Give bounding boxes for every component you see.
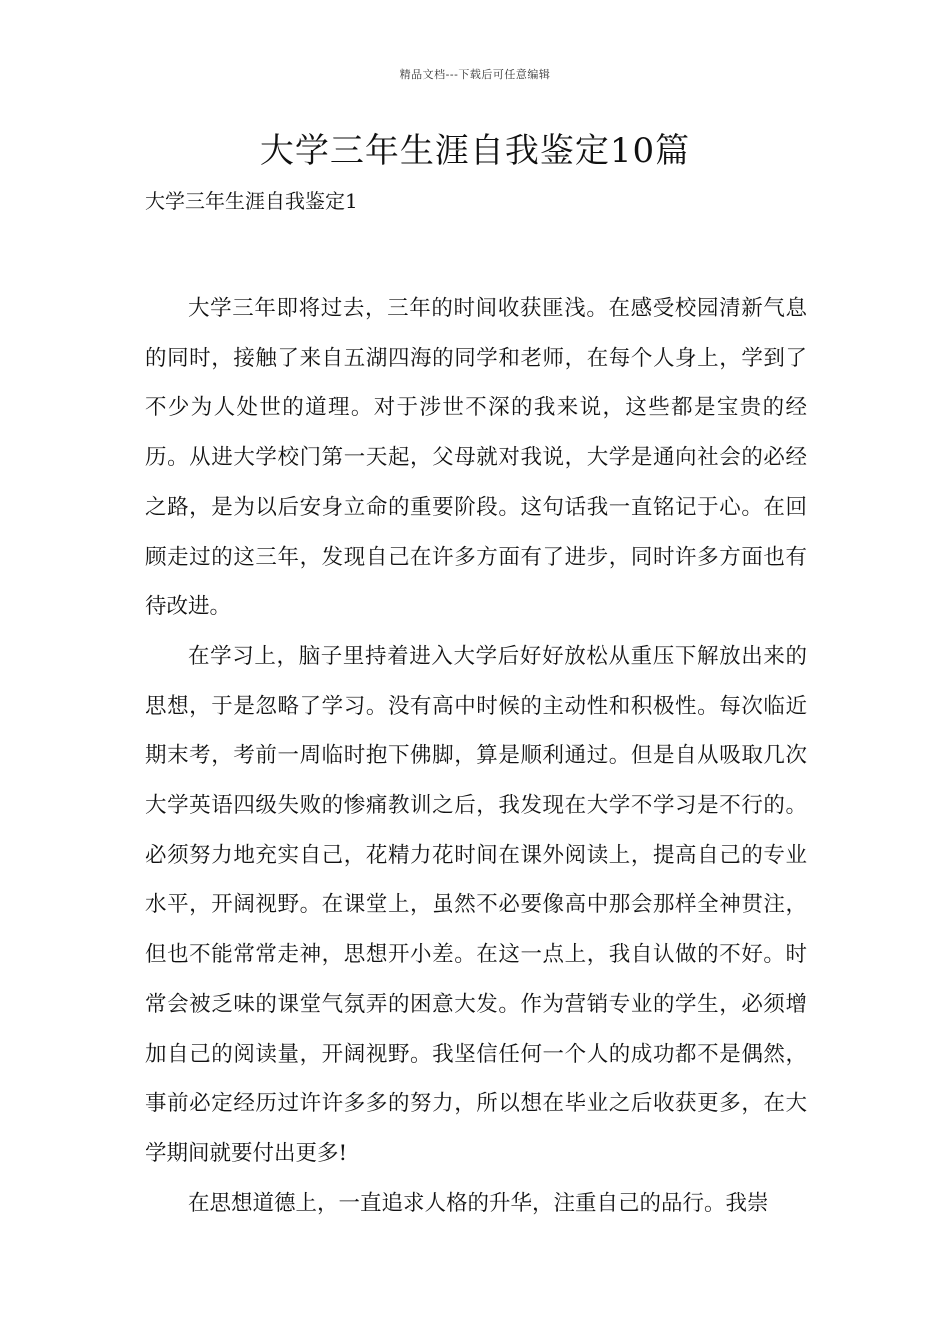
- header-note: 精品文档---下载后可任意编辑: [399, 68, 551, 81]
- paragraph-2: 在学习上，脑子里持着进入大学后好好放松从重压下解放出来的思想，于是忽略了学习。没有高中时候的主动性和积极性。每次临近期末考，考前一周临时抱下佛脚，算是顺利通过。但是自从吸取几次大学英语四级失败的惨痛教训之后，我发现在大学不学习是不行的。必须努力地充实自己，花精力花时间在课外阅读上，提高自己的专业水平，开阔视野。在课堂上，虽然不必要像高中那会那样全神贯注，但也不能常常走神，思想开小差。在这一点上，我自认做的不好。时常会被乏味的课堂气氛弄的困意大发。作为营销专业的学生，必须增加自己的阅读量，开阔视野。我坚信任何一个人的成功都不是偶然，事前必定经历过许许多多的努力，所以想在毕业之后收获更多，在大学期间就要付出更多!: [145, 643, 807, 1166]
- document-title: 大学三年生涯自我鉴定10篇: [259, 131, 691, 171]
- paragraph-1: 大学三年即将过去，三年的时间收获匪浅。在感受校园清新气息的同时，接触了来自五湖四海的同学和老师，在每个人身上，学到了不少为人处世的道理。对于涉世不深的我来说，这些都是宝贵的经历。从进大学校门第一天起，父母就对我说，大学是通向社会的必经之路，是为以后安身立命的重要阶段。这句话我一直铭记于心。在回顾走过的这三年，发现自己在许多方面有了进步，同时许多方面也有待改进。: [145, 296, 807, 620]
- section-subtitle: 大学三年生涯自我鉴定1: [145, 189, 358, 213]
- body-text: [145, 284, 807, 1228]
- paragraph-3: 在思想道德上，一直追求人格的升华，注重自己的品行。我崇: [188, 1190, 769, 1216]
